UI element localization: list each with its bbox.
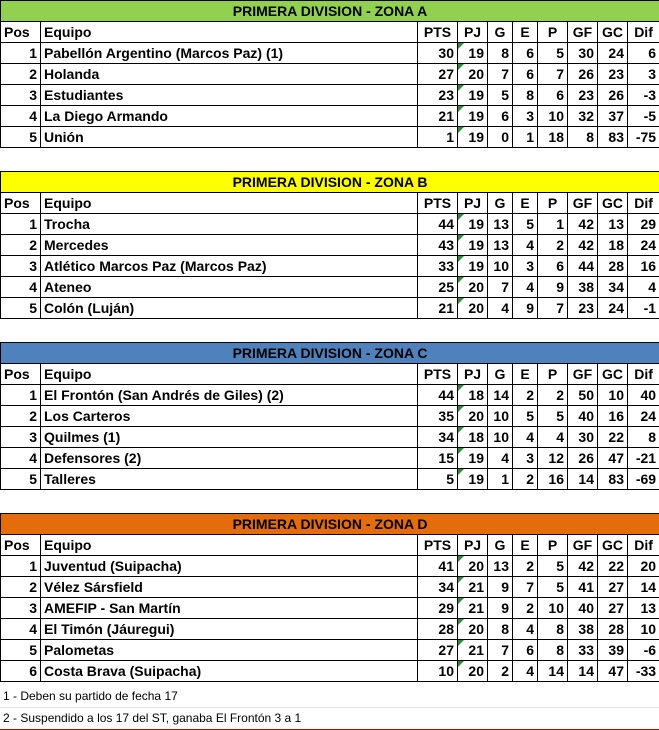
cell-gf: 50 [568, 385, 598, 406]
column-header-gc: GC [598, 364, 628, 385]
cell-pos: 6 [1, 661, 41, 682]
cell-equipo: Los Carteros [41, 406, 418, 427]
cell-dif: -69 [628, 469, 659, 490]
cell-p: 10 [538, 106, 568, 127]
cell-e: 6 [513, 43, 538, 64]
cell-dif: -1 [628, 298, 659, 319]
zone-title: PRIMERA DIVISION - ZONA C [1, 343, 659, 364]
cell-pts: 5 [418, 469, 458, 490]
cell-gf: 32 [568, 106, 598, 127]
cell-g: 7 [488, 277, 513, 298]
cell-dif: 13 [628, 598, 659, 619]
column-header-equipo: Equipo [41, 22, 418, 43]
cell-pos: 3 [1, 256, 41, 277]
cell-dif: 8 [628, 427, 659, 448]
cell-p: 9 [538, 277, 568, 298]
table-row [1, 127, 659, 148]
cell-pj: 20 [458, 298, 488, 319]
cell-pj: 21 [458, 598, 488, 619]
cell-g: 13 [488, 556, 513, 577]
column-header-gf: GF [568, 22, 598, 43]
cell-pts: 34 [418, 427, 458, 448]
cell-equipo: Atlético Marcos Paz (Marcos Paz) [41, 256, 418, 277]
cell-p: 4 [538, 427, 568, 448]
table-row [1, 619, 659, 640]
cell-g: 1 [488, 469, 513, 490]
table-row [1, 106, 659, 127]
table-row [1, 385, 659, 406]
cell-pj: 19 [458, 85, 488, 106]
cell-equipo: El Frontón (San Andrés de Giles) (2) [41, 385, 418, 406]
cell-equipo: Unión [41, 127, 418, 148]
cell-equipo: Holanda [41, 64, 418, 85]
cell-gf: 33 [568, 640, 598, 661]
cell-p: 6 [538, 256, 568, 277]
cell-gf: 38 [568, 277, 598, 298]
cell-equipo: Pabellón Argentino (Marcos Paz) (1) [41, 43, 418, 64]
column-header-pj: PJ [458, 364, 488, 385]
cell-pj: 19 [458, 235, 488, 256]
column-header-g: G [488, 535, 513, 556]
column-header-pos: Pos [1, 364, 41, 385]
cell-p: 7 [538, 298, 568, 319]
cell-p: 2 [538, 385, 568, 406]
column-header-pts: PTS [418, 193, 458, 214]
cell-pos: 2 [1, 64, 41, 85]
cell-e: 7 [513, 577, 538, 598]
column-header-dif: Dif [628, 193, 659, 214]
cell-gc: 16 [598, 406, 628, 427]
column-header-gf: GF [568, 535, 598, 556]
cell-gf: 42 [568, 556, 598, 577]
table-row [1, 469, 659, 490]
cell-dif: 16 [628, 256, 659, 277]
cell-pts: 27 [418, 640, 458, 661]
cell-pj: 19 [458, 127, 488, 148]
column-header-p: P [538, 535, 568, 556]
cell-dif: -3 [628, 85, 659, 106]
cell-p: 8 [538, 619, 568, 640]
cell-gf: 14 [568, 469, 598, 490]
cell-dif: 24 [628, 406, 659, 427]
cell-gf: 42 [568, 235, 598, 256]
cell-e: 4 [513, 661, 538, 682]
cell-gf: 8 [568, 127, 598, 148]
cell-g: 14 [488, 385, 513, 406]
cell-equipo: Juventud (Suipacha) [41, 556, 418, 577]
standings-table-zone-a [0, 0, 659, 148]
cell-gf: 30 [568, 427, 598, 448]
cell-g: 10 [488, 406, 513, 427]
cell-p: 5 [538, 43, 568, 64]
cell-pj: 19 [458, 256, 488, 277]
cell-p: 2 [538, 235, 568, 256]
cell-gc: 23 [598, 64, 628, 85]
cell-g: 9 [488, 577, 513, 598]
cell-p: 5 [538, 406, 568, 427]
cell-pj: 18 [458, 385, 488, 406]
cell-e: 9 [513, 298, 538, 319]
cell-pts: 21 [418, 106, 458, 127]
cell-pos: 2 [1, 235, 41, 256]
cell-e: 4 [513, 619, 538, 640]
cell-pj: 19 [458, 43, 488, 64]
cell-pts: 41 [418, 556, 458, 577]
zone-title: PRIMERA DIVISION - ZONA B [1, 172, 659, 193]
cell-pts: 44 [418, 385, 458, 406]
cell-pos: 2 [1, 577, 41, 598]
cell-gc: 27 [598, 577, 628, 598]
cell-gc: 28 [598, 619, 628, 640]
cell-e: 6 [513, 64, 538, 85]
zone-title: PRIMERA DIVISION - ZONA A [1, 1, 659, 22]
column-header-pts: PTS [418, 535, 458, 556]
column-header-pos: Pos [1, 193, 41, 214]
cell-pts: 15 [418, 448, 458, 469]
column-header-pts: PTS [418, 364, 458, 385]
table-row [1, 256, 659, 277]
cell-pts: 10 [418, 661, 458, 682]
cell-e: 3 [513, 256, 538, 277]
cell-gc: 28 [598, 256, 628, 277]
cell-pos: 1 [1, 385, 41, 406]
cell-gf: 40 [568, 406, 598, 427]
cell-gc: 27 [598, 598, 628, 619]
cell-pts: 29 [418, 598, 458, 619]
cell-e: 2 [513, 385, 538, 406]
footnote: 2 - Suspendido a los 17 del ST, ganaba El Frontón 3 a 1 [0, 708, 659, 730]
column-header-equipo: Equipo [41, 535, 418, 556]
cell-gc: 34 [598, 277, 628, 298]
column-header-equipo: Equipo [41, 364, 418, 385]
cell-gf: 26 [568, 64, 598, 85]
cell-e: 3 [513, 106, 538, 127]
cell-gc: 47 [598, 448, 628, 469]
cell-e: 3 [513, 448, 538, 469]
cell-equipo: Talleres [41, 469, 418, 490]
table-row [1, 235, 659, 256]
cell-pos: 4 [1, 106, 41, 127]
cell-equipo: Mercedes [41, 235, 418, 256]
cell-pos: 5 [1, 640, 41, 661]
cell-pos: 5 [1, 127, 41, 148]
cell-gc: 18 [598, 235, 628, 256]
cell-g: 9 [488, 598, 513, 619]
cell-pj: 20 [458, 661, 488, 682]
cell-equipo: AMEFIP - San Martín [41, 598, 418, 619]
cell-pj: 19 [458, 448, 488, 469]
table-row [1, 640, 659, 661]
cell-pts: 33 [418, 256, 458, 277]
table-row [1, 427, 659, 448]
cell-pos: 5 [1, 469, 41, 490]
cell-g: 6 [488, 106, 513, 127]
cell-pts: 35 [418, 406, 458, 427]
cell-equipo: Defensores (2) [41, 448, 418, 469]
table-row [1, 277, 659, 298]
standings-table [0, 342, 659, 490]
cell-g: 5 [488, 85, 513, 106]
cell-gf: 40 [568, 598, 598, 619]
cell-pos: 5 [1, 298, 41, 319]
cell-pos: 3 [1, 598, 41, 619]
cell-g: 10 [488, 427, 513, 448]
cell-gf: 14 [568, 661, 598, 682]
footnotes [0, 686, 659, 730]
cell-pj: 21 [458, 640, 488, 661]
table-row [1, 85, 659, 106]
cell-g: 13 [488, 214, 513, 235]
footnote: 1 - Deben su partido de fecha 17 [0, 686, 659, 708]
cell-gc: 83 [598, 469, 628, 490]
cell-dif: 29 [628, 214, 659, 235]
zone-title: PRIMERA DIVISION - ZONA D [1, 514, 659, 535]
column-header-pts: PTS [418, 22, 458, 43]
cell-e: 6 [513, 640, 538, 661]
cell-e: 2 [513, 556, 538, 577]
cell-g: 7 [488, 640, 513, 661]
table-row [1, 298, 659, 319]
cell-pj: 20 [458, 277, 488, 298]
cell-e: 8 [513, 85, 538, 106]
cell-pts: 30 [418, 43, 458, 64]
cell-gc: 13 [598, 214, 628, 235]
cell-gc: 22 [598, 556, 628, 577]
cell-dif: 6 [628, 43, 659, 64]
cell-dif: 4 [628, 277, 659, 298]
cell-dif: -75 [628, 127, 659, 148]
cell-p: 7 [538, 64, 568, 85]
cell-pj: 21 [458, 577, 488, 598]
table-row [1, 577, 659, 598]
column-header-gf: GF [568, 193, 598, 214]
cell-pj: 20 [458, 619, 488, 640]
cell-dif: -6 [628, 640, 659, 661]
cell-pts: 1 [418, 127, 458, 148]
cell-g: 7 [488, 64, 513, 85]
column-header-g: G [488, 22, 513, 43]
column-header-g: G [488, 193, 513, 214]
cell-equipo: Estudiantes [41, 85, 418, 106]
column-header-g: G [488, 364, 513, 385]
cell-e: 2 [513, 469, 538, 490]
cell-dif: 24 [628, 235, 659, 256]
cell-pts: 44 [418, 214, 458, 235]
cell-g: 0 [488, 127, 513, 148]
table-row [1, 661, 659, 682]
column-header-dif: Dif [628, 364, 659, 385]
cell-gc: 47 [598, 661, 628, 682]
cell-e: 1 [513, 127, 538, 148]
column-header-gf: GF [568, 364, 598, 385]
cell-pts: 27 [418, 64, 458, 85]
table-row [1, 64, 659, 85]
column-header-dif: Dif [628, 22, 659, 43]
column-header-pj: PJ [458, 22, 488, 43]
cell-pos: 3 [1, 85, 41, 106]
standings-table-zone-d [0, 513, 659, 682]
cell-equipo: Ateneo [41, 277, 418, 298]
standings-table [0, 0, 659, 148]
cell-e: 4 [513, 427, 538, 448]
cell-pj: 20 [458, 556, 488, 577]
cell-equipo: Trocha [41, 214, 418, 235]
table-row [1, 406, 659, 427]
cell-dif: 20 [628, 556, 659, 577]
cell-pos: 1 [1, 43, 41, 64]
cell-p: 12 [538, 448, 568, 469]
column-header-pos: Pos [1, 535, 41, 556]
cell-gf: 44 [568, 256, 598, 277]
table-row [1, 448, 659, 469]
column-header-e: E [513, 193, 538, 214]
cell-gc: 10 [598, 385, 628, 406]
cell-g: 10 [488, 256, 513, 277]
cell-gc: 24 [598, 298, 628, 319]
standings-table [0, 171, 659, 319]
cell-dif: 14 [628, 577, 659, 598]
column-header-pj: PJ [458, 535, 488, 556]
cell-pts: 21 [418, 298, 458, 319]
cell-e: 2 [513, 598, 538, 619]
cell-dif: 40 [628, 385, 659, 406]
cell-equipo: El Timón (Jáuregui) [41, 619, 418, 640]
cell-dif: -33 [628, 661, 659, 682]
cell-gc: 24 [598, 43, 628, 64]
cell-p: 10 [538, 598, 568, 619]
table-row [1, 556, 659, 577]
cell-pts: 43 [418, 235, 458, 256]
cell-pj: 19 [458, 106, 488, 127]
column-header-equipo: Equipo [41, 193, 418, 214]
standings-table-zone-b [0, 171, 659, 319]
cell-pos: 1 [1, 556, 41, 577]
cell-pts: 25 [418, 277, 458, 298]
cell-gf: 30 [568, 43, 598, 64]
cell-pj: 19 [458, 469, 488, 490]
cell-gf: 38 [568, 619, 598, 640]
cell-gf: 23 [568, 85, 598, 106]
cell-dif: 10 [628, 619, 659, 640]
cell-p: 8 [538, 640, 568, 661]
cell-pos: 1 [1, 214, 41, 235]
table-row [1, 214, 659, 235]
cell-g: 2 [488, 661, 513, 682]
cell-equipo: La Diego Armando [41, 106, 418, 127]
column-header-p: P [538, 22, 568, 43]
cell-e: 5 [513, 214, 538, 235]
column-header-e: E [513, 535, 538, 556]
cell-equipo: Colón (Luján) [41, 298, 418, 319]
column-header-e: E [513, 22, 538, 43]
cell-gc: 37 [598, 106, 628, 127]
column-header-dif: Dif [628, 535, 659, 556]
cell-g: 8 [488, 43, 513, 64]
column-header-p: P [538, 193, 568, 214]
cell-p: 18 [538, 127, 568, 148]
cell-g: 4 [488, 448, 513, 469]
cell-pos: 4 [1, 448, 41, 469]
column-header-gc: GC [598, 535, 628, 556]
standings-table [0, 513, 659, 682]
cell-gf: 41 [568, 577, 598, 598]
cell-pj: 19 [458, 214, 488, 235]
cell-p: 1 [538, 214, 568, 235]
cell-p: 5 [538, 577, 568, 598]
cell-gc: 39 [598, 640, 628, 661]
cell-pos: 4 [1, 619, 41, 640]
cell-g: 4 [488, 298, 513, 319]
cell-equipo: Quilmes (1) [41, 427, 418, 448]
cell-gf: 26 [568, 448, 598, 469]
column-header-e: E [513, 364, 538, 385]
cell-g: 13 [488, 235, 513, 256]
standings-table-zone-c [0, 342, 659, 490]
cell-equipo: Costa Brava (Suipacha) [41, 661, 418, 682]
cell-e: 5 [513, 406, 538, 427]
cell-p: 5 [538, 556, 568, 577]
column-header-gc: GC [598, 193, 628, 214]
cell-gc: 22 [598, 427, 628, 448]
cell-dif: 3 [628, 64, 659, 85]
cell-equipo: Vélez Sársfield [41, 577, 418, 598]
cell-p: 6 [538, 85, 568, 106]
column-header-p: P [538, 364, 568, 385]
cell-p: 14 [538, 661, 568, 682]
cell-pj: 20 [458, 64, 488, 85]
cell-pos: 3 [1, 427, 41, 448]
cell-e: 4 [513, 235, 538, 256]
cell-pj: 20 [458, 406, 488, 427]
cell-gc: 83 [598, 127, 628, 148]
table-row [1, 43, 659, 64]
cell-gf: 23 [568, 298, 598, 319]
cell-g: 8 [488, 619, 513, 640]
cell-gc: 26 [598, 85, 628, 106]
cell-pos: 4 [1, 277, 41, 298]
column-header-pj: PJ [458, 193, 488, 214]
column-header-gc: GC [598, 22, 628, 43]
cell-pts: 34 [418, 577, 458, 598]
cell-pts: 28 [418, 619, 458, 640]
cell-dif: -21 [628, 448, 659, 469]
cell-e: 4 [513, 277, 538, 298]
cell-dif: -5 [628, 106, 659, 127]
cell-pos: 2 [1, 406, 41, 427]
cell-pj: 18 [458, 427, 488, 448]
cell-gf: 42 [568, 214, 598, 235]
cell-pts: 23 [418, 85, 458, 106]
cell-p: 16 [538, 469, 568, 490]
table-row [1, 598, 659, 619]
column-header-pos: Pos [1, 22, 41, 43]
cell-equipo: Palometas [41, 640, 418, 661]
